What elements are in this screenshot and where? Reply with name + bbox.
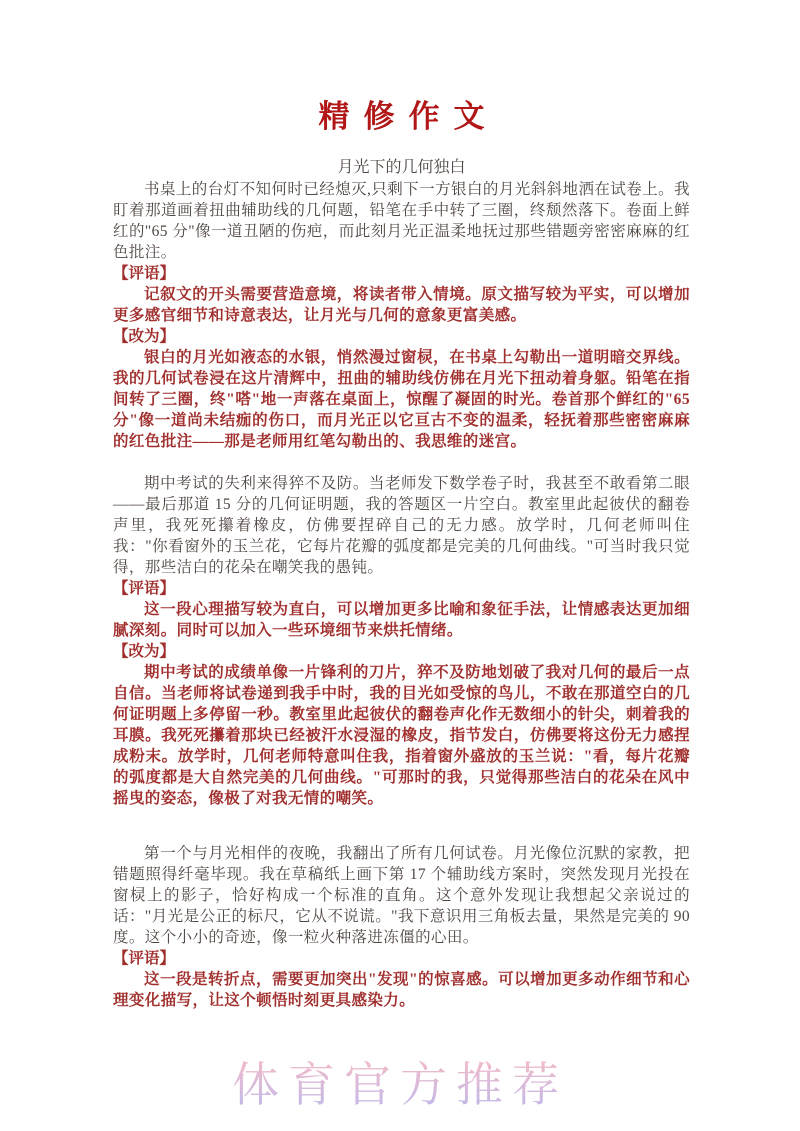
essay-paragraph-3: 第一个与月光相伴的夜晚，我翻出了所有几何试卷。月光像位沉默的家教，把错题照得纤毫毕现。我在草稿纸上画下第 17 个辅助线方案时，突然发现月光投在窗棂上的影子，恰好构成一个标准的直角。这个意外发现让我想起父亲说过的话："月光是公正的标尺，它从不说谎。"我下意识用三角板去量，果然是完美的 90 度。这个小小的奇迹，像一粒火种落进冻僵的心田。 — [113, 844, 690, 946]
page-title: 精修作文 — [318, 99, 499, 134]
essay-title: 月光下的几何独白 — [337, 158, 466, 176]
comment-label-2: 【评语】 — [113, 579, 176, 597]
revised-paragraph-1: 银白的月光如液态的水银，悄然漫过窗棂，在书桌上勾勒出一道明暗交界线。我的几何试卷浸在这片清辉中，扭曲的辅助线仿佛在月光下扭动着身躯。铅笔在指间转了三圈，终"嗒"地一声落在桌面上，惊醒了凝固的时光。卷首那个鲜红的"65 分"像一道尚未结痂的伤口，而月光正以它亘古不变的温柔，轻抚着那些密密麻麻的红色批注——那是老师用红笔勾勒出的、我思维的迷宫。 — [113, 348, 690, 450]
comment-text-2: 这一段心理描写较为直白，可以增加更多比喻和象征手法，让情感表达更加细腻深刻。同时可以加入一些环境细节来烘托情绪。 — [113, 600, 690, 639]
comment-text-1: 记叙文的开头需要营造意境，将读者带入情境。原文描写较为平实，可以增加更多感官细节和诗意表达，让月光与几何的意象更富美感。 — [113, 285, 690, 324]
revise-label-1: 【改为】 — [113, 327, 176, 345]
comment-label-1: 【评语】 — [113, 264, 176, 282]
revised-paragraph-2: 期中考试的成绩单像一片锋利的刀片，猝不及防地划破了我对几何的最后一点自信。当老师将试卷递到我手中时，我的目光如受惊的鸟儿，不敢在那道空白的几何证明题上多停留一秒。教室里此起彼伏的翻卷声化作无数细小的针尖，刺着我的耳膜。我死死攥着那块已经被汗水浸湿的橡皮，指节发白，仿佛要将这份无力感捏成粉末。放学时，几何老师特意叫住我，指着窗外盛放的玉兰说："看，每片花瓣的弧度都是大自然完美的几何曲线。"可那时的我，只觉得那些洁白的花朵在风中摇曳的姿态，像极了对我无情的嘲笑。 — [113, 663, 690, 807]
comment-text-3: 这一段是转折点，需要更加突出"发现"的惊喜感。可以增加更多动作细节和心理变化描写，让这个顿悟时刻更具感染力。 — [113, 970, 690, 1009]
essay-paragraph-2: 期中考试的失利来得猝不及防。当老师发下数学卷子时，我甚至不敢看第二眼——最后那道 15 分的几何证明题，我的答题区一片空白。教室里此起彼伏的翻卷声里，我死死攥着橡皮，仿佛要捏碎自己的无力感。放学时，几何老师叫住我："你看窗外的玉兰花，它每片花瓣的弧度都是完美的几何曲线。"可当时我只觉得，那些洁白的花朵在嘲笑我的愚钝。 — [113, 474, 690, 576]
essay-paragraph-1: 书桌上的台灯不知何时已经熄灭,只剩下一方银白的月光斜斜地洒在试卷上。我盯着那道画着扭曲辅助线的几何题，铅笔在手中转了三圈，终颓然落下。卷面上鲜红的"65 分"像一道丑陋的伤疤，而此刻月光正温柔地抚过那些错题旁密密麻麻的红色批注。 — [113, 180, 690, 261]
revise-label-2: 【改为】 — [113, 642, 176, 660]
watermark-text: 体育官方推荐 — [0, 1048, 800, 1115]
comment-label-3: 【评语】 — [113, 949, 176, 967]
